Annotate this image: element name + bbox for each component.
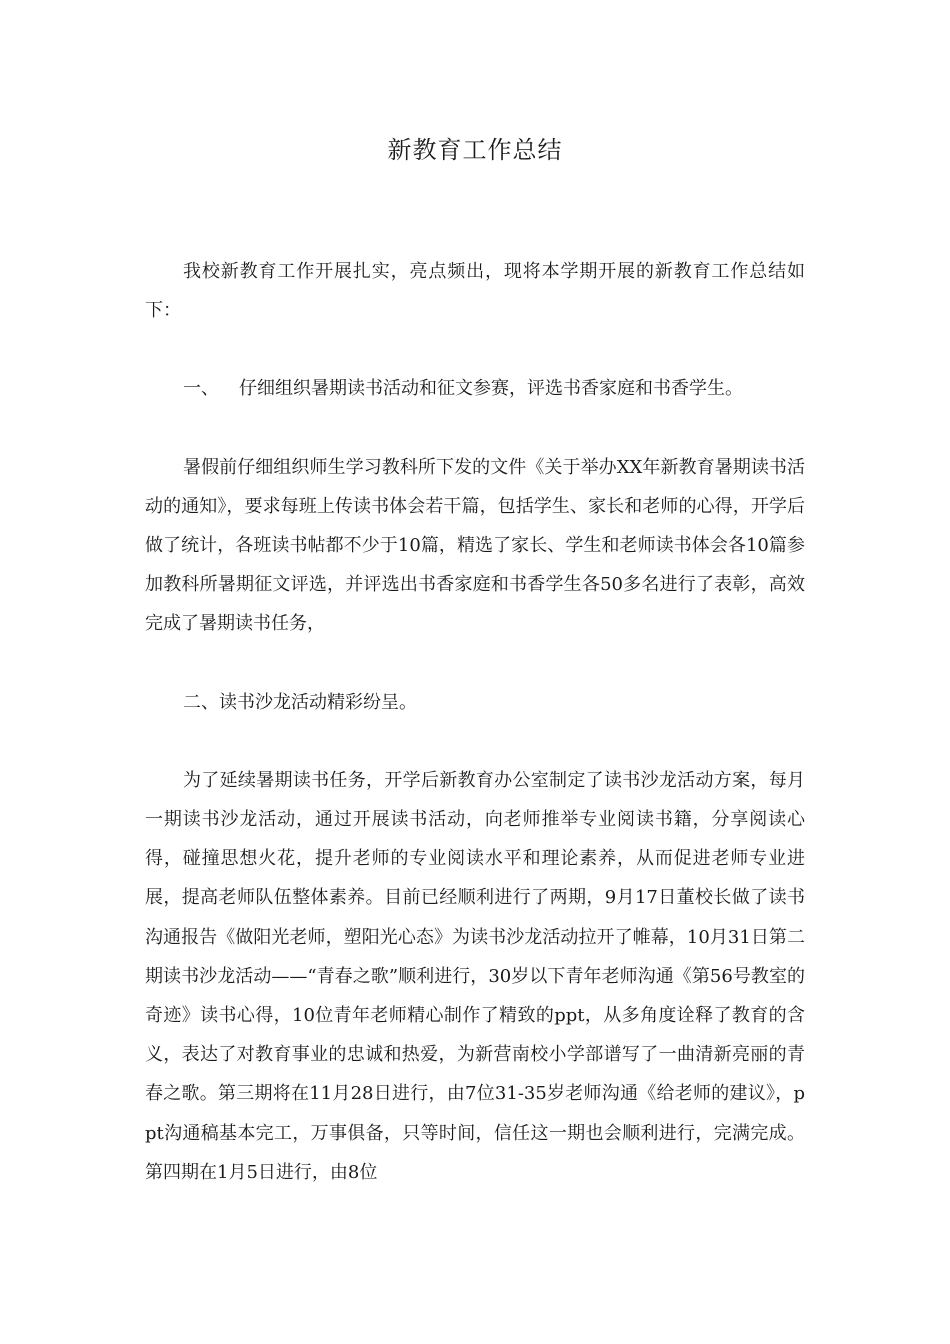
section-2-body: 为了延续暑期读书任务，开学后新教育办公室制定了读书沙龙活动方案，每月一期读书沙龙活动，通过开展读书活动，向老师推举专业阅读书籍，分享阅读心得，碰撞思想火花，提升老师的专业阅读水平和理论素养，从而促进老师专业进展，提高老师队伍整体素养。目前已经顺利进行了两期，9月17日董校长做了读书沟通报告《做阳光老师，塑阳光心态》为读书沙龙活动拉开了帷幕，10月31日第二期读书沙龙活动——“青春之歌”顺利进行，30岁以下青年老师沟通《第56号教室的奇迹》读书心得，10位青年老师精心制作了精致的ppt，从多角度诠释了教育的含义，表达了对教育事业的忠诚和热爱，为新营南校小学部谱写了一曲清新亮丽的青春之歌。第三期将在11月28日进行，由7位31-35岁老师沟通《给老师的建议》，ppt沟通稿基本完工，万事俱备，只等时间，信任这一期也会顺利进行，完满完成。第四期在1月5日进行，由8位 <box>145 769 805 1183</box>
paragraph-spacer <box>145 330 805 369</box>
paragraph-spacer <box>145 722 805 761</box>
intro-paragraph: 我校新教育工作开展扎实，亮点频出，现将本学期开展的新教育工作总结如下： <box>145 261 805 322</box>
document-title: 新教育工作总结 <box>387 136 563 164</box>
section-1-number: 一、 <box>183 378 219 400</box>
section-1-heading <box>145 369 805 408</box>
section-2-heading: 二、读书沙龙活动精彩纷呈。 <box>183 691 417 713</box>
section-1-heading-text: 仔细组织暑期读书活动和征文参赛，评选书香家庭和书香学生。 <box>239 378 743 400</box>
paragraph-spacer <box>145 644 805 683</box>
section-1-body: 暑假前仔细组织师生学习教科所下发的文件《关于举办XX年新教育暑期读书活动的通知》，要求每班上传读书体会若干篇，包括学生、家长和老师的心得，开学后做了统计，各班读书帖都不少于10篇，精选了家长、学生和老师读书体会各10篇参加教科所暑期征文评选，并评选出书香家庭和书香学生各50多名进行了表彰，高效完成了暑期读书任务， <box>145 456 805 635</box>
document-body <box>145 252 805 1192</box>
paragraph-spacer <box>145 409 805 448</box>
